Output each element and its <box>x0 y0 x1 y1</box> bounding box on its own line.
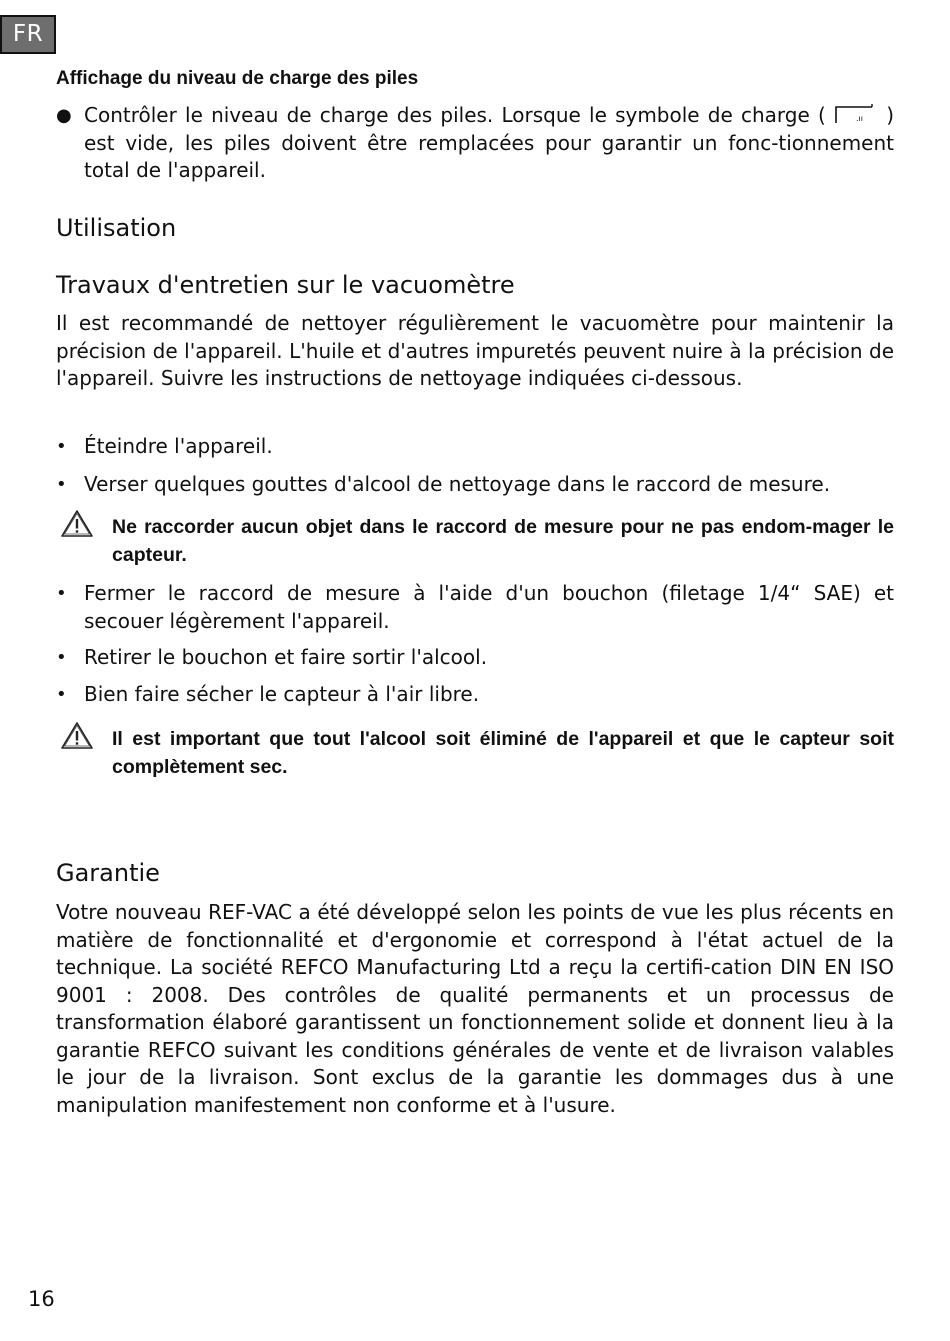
maintenance-heading: Travaux d'entretien sur le vacuomètre <box>56 271 515 299</box>
list-item-text: Bien faire sécher le capteur à l'air libre. <box>84 682 480 706</box>
battery-empty-icon <box>834 104 878 122</box>
list-item-text: Éteindre l'appareil. <box>84 434 273 458</box>
list-item <box>56 681 894 709</box>
bullet-dot: • <box>56 583 67 604</box>
list-item <box>56 644 894 672</box>
bullet-dot: • <box>56 474 67 495</box>
list-item-text: Retirer le bouchon et faire sortir l'alcool. <box>84 645 488 669</box>
battery-bullet <box>56 102 894 185</box>
warning-notice <box>56 725 894 781</box>
warning-text: Ne raccorder aucun objet dans le raccord de mesure pour ne pas endom-mager le capteur. <box>112 516 894 566</box>
usage-heading: Utilisation <box>56 214 177 242</box>
list-item <box>56 433 894 461</box>
list-item <box>56 471 894 499</box>
bullet-dot: • <box>56 436 67 457</box>
battery-bullet-text: Contrôler le niveau de charge des piles. Lorsque le symbole de charge ( .ıı ) est vide, les piles doivent être remplacées pour garantir un fonc-tionnement total de l'appareil. <box>84 103 895 182</box>
bullet-dot: • <box>56 684 67 705</box>
language-badge: FR <box>0 15 56 54</box>
warning-triangle-icon <box>60 721 94 751</box>
list-item-text: Verser quelques gouttes d'alcool de nettoyage dans le raccord de mesure. <box>84 472 831 496</box>
warning-notice <box>56 513 894 569</box>
svg-text:.ıı: .ıı <box>856 114 863 123</box>
warranty-heading: Garantie <box>56 859 160 887</box>
warning-triangle-icon <box>60 509 94 539</box>
maintenance-intro: Il est recommandé de nettoyer régulièrement le vacuomètre pour maintenir la précision de l'appareil. L'huile et d'autres impuretés peuvent nuire à la précision de l'appareil. Suivre les instructions de nettoyage indiquées ci-dessous. <box>56 311 894 390</box>
page-number: 16 <box>28 1287 55 1311</box>
warning-text: Il est important que tout l'alcool soit éliminé de l'appareil et que le capteur soit complètement sec. <box>112 728 894 778</box>
bullet-dot: • <box>56 647 67 668</box>
warranty-text: Votre nouveau REF-VAC a été développé selon les points de vue les plus récents en matière de fonctionnalité et d'ergonomie et correspond à l'état actuel de la technique. La société REFCO Manufacturing Ltd a reçu la certifi-cation DIN EN ISO 9001 : 2008. Des contrôles de qualité permanents et un processus de transformation élaboré garantissent un fonctionnement solide et donnent lieu à la garantie REFCO suivant les conditions générales de vente et de livraison valables le jour de la livraison. Sont exclus de la garantie les dommages dus à une manipulation manifestement non conforme et à l'usure. <box>56 900 894 1117</box>
battery-heading: Affichage du niveau de charge des piles <box>56 68 419 89</box>
bullet-dot: ● <box>56 105 72 126</box>
list-item-text: Fermer le raccord de mesure à l'aide d'un bouchon (filetage 1/4“ SAE) et secouer légèrement l'appareil. <box>84 581 894 633</box>
list-item <box>56 580 894 635</box>
